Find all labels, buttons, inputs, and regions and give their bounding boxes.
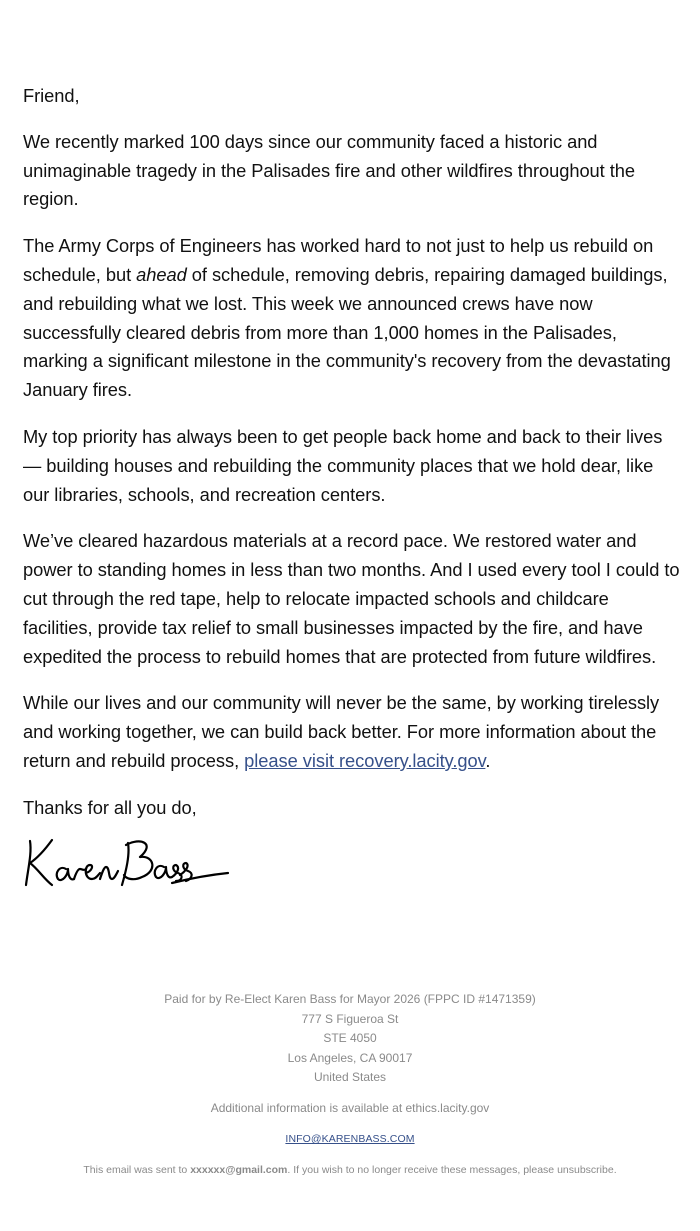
- sent-prefix: This email was sent to: [83, 1163, 191, 1176]
- greeting: Friend,: [23, 85, 80, 106]
- address-line-3: Los Angeles, CA 90017: [287, 1050, 413, 1065]
- paragraph-2-end: of schedule, removing debris, repairing damaged buildings, and rebuilding what we lost. This week we announced crews have now successfully cleared debris from more than 1,000 homes in the Palisades, marking a significant milestone in the community's recovery from the devastating January fires.: [23, 263, 671, 401]
- paragraph-2-emphasis: ahead: [136, 263, 187, 285]
- paid-for-disclaimer: Paid for by Re-Elect Karen Bass for Mayor 2026 (FPPC ID #1471359): [164, 992, 536, 1006]
- paragraph-2-start: The Army Corps of Engineers has worked hard to not just to help us rebuild on schedule, but: [23, 235, 654, 285]
- recovery-link[interactable]: please visit recovery.lacity.gov: [244, 749, 486, 771]
- signature-image: [22, 835, 232, 893]
- email-body: [23, 82, 683, 841]
- recipient-email: xxxxxx@gmail.com: [190, 1163, 288, 1176]
- paragraph-5-start: While our lives and our community will never be the same, by working tirelessly and working together, we can build back better. For more information about the return and rebuild process,: [23, 692, 660, 771]
- address-line-2: STE 4050: [323, 1031, 377, 1045]
- sent-middle: . If you wish to no longer receive these messages, please: [287, 1163, 558, 1176]
- sent-suffix: .: [613, 1163, 617, 1176]
- unsubscribe-link[interactable]: unsubscribe: [557, 1163, 614, 1176]
- sent-notice: [0, 1161, 700, 1181]
- address-line-4: United States: [313, 1070, 387, 1084]
- paragraph-1: We recently marked 100 days since our community faced a historic and unimaginable tragedy in the Palisades fire and other wildfires throughout the region.: [23, 130, 636, 210]
- paragraph-2: [23, 232, 683, 405]
- paragraph-4: We’ve cleared hazardous materials at a record pace. We restored water and power to standing homes in less than two months. And I used every tool I could to cut through the red tape, help to relocate impacted schools and childcare facilities, provide tax relief to small businesses impacted by the fire, and have expedited the process to rebuild homes that are protected from future wildfires.: [23, 530, 680, 667]
- contact-email-link[interactable]: INFO@KARENBASS.COM: [285, 1133, 415, 1145]
- paragraph-3: My top priority has always been to get people back home and back to their lives — building houses and rebuilding the community places that we hold dear, like our libraries, schools, and recreation centers.: [23, 425, 663, 505]
- paragraph-5: [23, 689, 683, 775]
- additional-info: Additional information is available at ethics.lacity.gov: [210, 1100, 490, 1115]
- address-line-1: 777 S Figueroa St: [301, 1011, 399, 1026]
- closing: Thanks for all you do,: [23, 796, 197, 818]
- paragraph-5-end: .: [485, 749, 491, 771]
- email-footer: [0, 990, 700, 1180]
